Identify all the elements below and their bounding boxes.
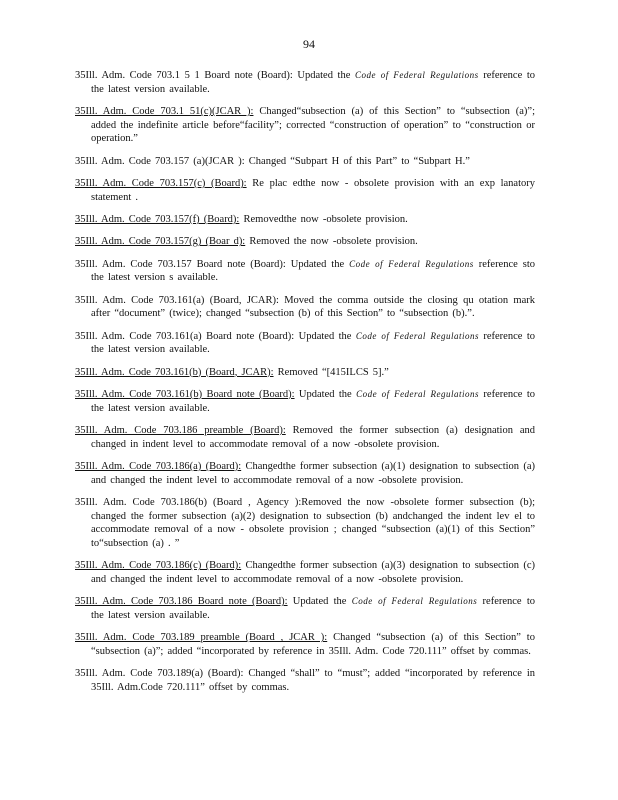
entry-text: Moved the comma outside the closing qu otation mark after “document” (twice); changed “subsection (b) of this Section” to “subsection (b).”. [91, 294, 535, 320]
entry [75, 330, 535, 357]
entry-citation: 35Ill. Adm. Code 703.186 preamble (Board): [75, 424, 286, 436]
entry-text: Updated the [285, 258, 350, 270]
cfr-title: Code of Federal Regulations [351, 596, 478, 607]
entry-citation: 35Ill. Adm. Code 703.157 (a)(JCAR ): [75, 155, 245, 167]
entry [75, 213, 535, 227]
entry-text: Removed the former subsection (a) designation and changed in indent level to accommodate removal of a now -obsolete provision. [91, 424, 535, 450]
entry-citation: 35Ill. Adm. Code 703.157(c) (Board): [75, 178, 247, 189]
entry-citation: 35Ill. Adm. Code 703.161(a) Board note (Board): [75, 330, 295, 342]
entry-citation: 35Ill. Adm. Code 703.157 Board note (Board): [75, 258, 286, 270]
entry-citation: 35Ill. Adm. Code 703.161(b) Board note (Board): [75, 388, 295, 400]
cfr-title: Code of Federal Regulations [349, 258, 474, 269]
entry-text: Removed the now -obsolete former subsection (b); changed the former subsection (a)(2) designation to subsection (b) andchanged the indent lev el to accommodate removal of a now - obsolete provision ; changed “subsection (a)(1) of this Section” to“subsection (a) . ” [91, 496, 535, 549]
entry-text: Removedthe now -obsolete provision. [239, 214, 408, 225]
entry-text: Removed “[415ILCS 5].” [273, 366, 389, 378]
entry [75, 631, 535, 658]
entry-text: Removed the now -obsolete provision. [245, 236, 418, 248]
entry [75, 496, 535, 551]
entry [75, 460, 535, 487]
entry [75, 595, 535, 622]
cfr-title: Code of Federal Regulations [355, 330, 479, 341]
entry-citation: 35Ill. Adm. Code 703.186(b) (Board , Agency ): [75, 496, 302, 508]
entry-citation: 35Ill. Adm. Code 703.1 5 1 Board note (Board): [75, 70, 293, 81]
cfr-title: Code of Federal Regulations [354, 70, 479, 80]
entry-text: reference sto the latest version s available. [91, 258, 535, 284]
entry-text: Changedthe former subsection (a)(1) designation to subsection (a) and changed the indent level to accommodate removal of a now -obsolete provision. [91, 460, 535, 486]
entry-citation: 35Ill. Adm. Code 703.161(a) (Board, JCAR): [75, 294, 279, 306]
entry [75, 235, 535, 249]
entry-text: Changed “Subpart H of this Part” to “Subpart H.” [244, 155, 470, 167]
entry-text: Changed “shall” to “must”; added “incorporated by reference in 35Ill. Adm.Code 720.111” offset by commas. [91, 668, 535, 693]
entry [75, 667, 535, 694]
entry-citation: 35Ill. Adm. Code 703.186 Board note (Board): [75, 596, 288, 608]
entry [75, 388, 535, 415]
entry [75, 294, 535, 321]
entry-citation: 35Ill. Adm. Code 703.189(a) (Board): [75, 668, 244, 680]
entry-text: reference to the latest version available. [91, 388, 535, 414]
entry-text: Changed“subsection (a) of this Section” to “subsection (a)”; added the indefinite article before“facility”; corrected “construction of operation” to “construction or operation.” [91, 106, 535, 145]
page-number: 94 [303, 37, 315, 51]
entry-text: Updated the [294, 330, 356, 342]
entry [75, 424, 535, 451]
entry-citation: 35Ill. Adm. Code 703.186(a) (Board): [75, 460, 242, 472]
entry [75, 177, 535, 204]
entry-text: Re plac edthe now - obsolete provision with an exp lanatory statement . [91, 178, 535, 203]
entry [75, 105, 535, 146]
entry-citation: 35Ill. Adm. Code 703.157(f) (Board): [75, 214, 240, 225]
entry-citation: 35Ill. Adm. Code 703.1 51(c)(JCAR ): [75, 106, 254, 117]
entry-text: reference to the latest version available. [91, 330, 535, 356]
entry-text: Updated the [292, 70, 355, 81]
entry [75, 559, 535, 586]
entry-text: Updated the [287, 596, 352, 608]
entry [75, 69, 535, 96]
entry-citation: 35Ill. Adm. Code 703.157(g) (Boar d): [75, 236, 246, 248]
cfr-title: Code of Federal Regulations [356, 388, 480, 399]
entry-citation: 35Ill. Adm. Code 703.189 preamble (Board , JCAR ): [75, 632, 328, 644]
entry-text: Changedthe former subsection (a)(3) designation to subsection (c) and changed the indent level to accommodate removal of a now -obsolete provision. [91, 560, 535, 585]
entry [75, 258, 535, 285]
entry [75, 366, 535, 380]
entry-citation: 35Ill. Adm. Code 703.186(c) (Board): [75, 560, 242, 572]
entry-text: Updated the [294, 388, 357, 400]
entry-text: Changed “subsection (a) of this Section” to “subsection (a)”; added “incorporated by reference in 35Ill. Adm. Code 720.111” offset by commas. [91, 632, 535, 657]
entry-text: reference to the latest version available. [91, 70, 535, 95]
entry [75, 155, 535, 169]
entry-text: reference to the latest version available. [91, 596, 535, 621]
entry-citation: 35Ill. Adm. Code 703.161(b) (Board, JCAR): [75, 366, 274, 378]
entry-list [75, 69, 535, 703]
